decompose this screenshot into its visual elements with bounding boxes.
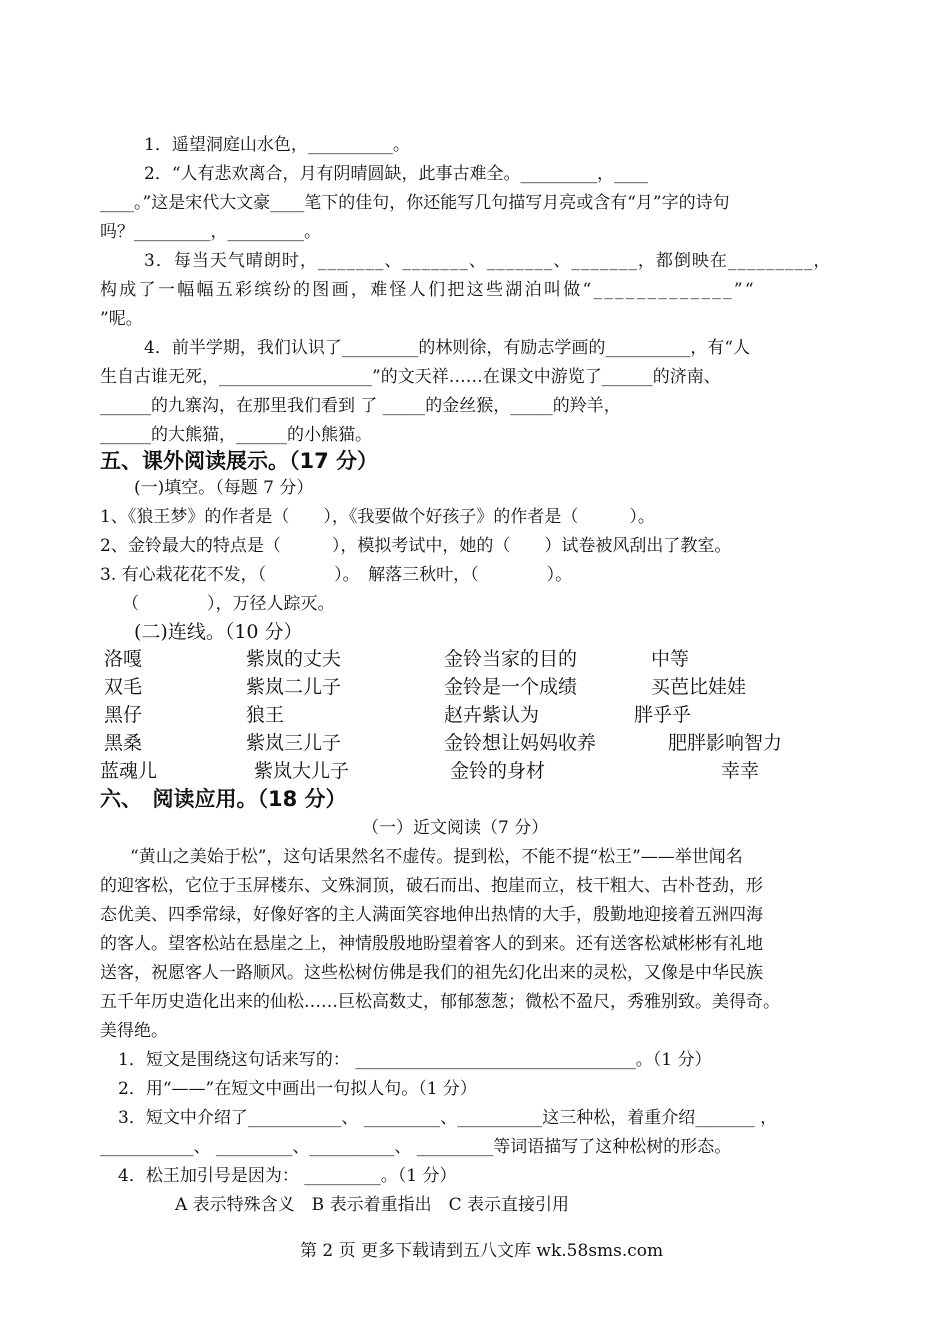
page-footer: 第 2 页 更多下载请到五八文库 wk.58sms.com <box>300 1241 664 1261</box>
s6-q3-line2: ___________、 _________、__________、 _________等词语描写了这种松树的形态。 <box>100 1137 732 1157</box>
s6-q1: 1．短文是围绕这句话来写的： _________________________________。（1 分） <box>118 1050 712 1070</box>
s4-q3-line2: 构成了一幅幅五彩缤纷的图画，难怪人们把这些湖泊叫做“_____________”“ <box>100 280 756 300</box>
s6-q4: 4．松王加引号是因为： _________。（1 分） <box>118 1166 457 1186</box>
s4-q4-line4: ______的大熊猫，______的小熊猫。 <box>100 425 372 445</box>
s4-q3-line3: ”呢。 <box>100 309 143 329</box>
match-cell: 金铃的身材 <box>450 760 546 782</box>
s4-q1: 1．遥望洞庭山水色，__________。 <box>144 135 410 155</box>
match-cell: 蓝魂儿 <box>100 760 158 782</box>
s4-q3-line1: 3．每当天气晴朗时，_______、_______、_______、_______，都倒映在_________， <box>144 251 832 271</box>
passage-line: 五千年历史造化出来的仙松……巨松高数丈，郁郁葱葱；微松不盈尺，秀雅别致。美得奇。 <box>100 992 780 1012</box>
section6-title: 六、 阅读应用。（18 分） <box>100 787 347 811</box>
s5-fill-4: （ ），万径人踪灭。 <box>122 594 335 614</box>
passage-line: 态优美、四季常绿，好像好客的主人满面笑容地伸出热情的大手，殷勤地迎接着五洲四海 <box>100 905 763 925</box>
match-cell: 狼王 <box>246 704 285 726</box>
match-cell: 金铃当家的目的 <box>444 648 578 670</box>
s4-q4-line3: ______的九寨沟，在那里我们看到 了 _____的金丝猴，_____的羚羊， <box>100 396 621 416</box>
match-cell: 紫岚二儿子 <box>246 676 342 698</box>
passage-line: 的客人。望客松站在悬崖之上，神情殷殷地盼望着客人的到来。还有送客松斌彬彬有礼地 <box>100 934 763 954</box>
passage-line: 美得绝。 <box>100 1021 168 1041</box>
match-cell: 金铃是一个成绩 <box>444 676 578 698</box>
passage-line: “黄山之美始于松”，这句话果然名不虚传。提到松，不能不提“松王”——举世闻名 <box>130 847 743 867</box>
passage-line: 送客，祝愿客人一路顺风。这些松树仿佛是我们的祖先幻化出来的灵松，又像是中华民族 <box>100 963 763 983</box>
match-cell: 幸幸 <box>721 760 760 782</box>
s4-q2-line3: 吗？_________，_________。 <box>100 222 321 242</box>
s6-q3-line1: 3．短文中介绍了___________、 _________、__________这三种松，着重介绍_______ ， <box>118 1108 778 1128</box>
match-cell: 中等 <box>651 648 690 670</box>
match-cell: 双毛 <box>104 676 143 698</box>
s4-q2-line2: ____。”这是宋代大文豪____笔下的佳句，你还能写几句描写月亮或含有“月”字的诗句 <box>100 193 730 213</box>
s6-q4-options: A 表示特殊含义 B 表示着重指出 C 表示直接引用 <box>175 1195 569 1215</box>
match-cell: 黑仔 <box>104 704 143 726</box>
section5-sub1: (一)填空。（每题 7 分） <box>134 478 314 498</box>
match-cell: 紫岚的丈夫 <box>246 648 342 670</box>
match-cell: 赵卉紫认为 <box>444 704 540 726</box>
match-cell: 肥胖影响智力 <box>668 732 783 754</box>
s4-q2-line1: 2．“人有悲欢离合，月有阴晴圆缺，此事古难全。_________，____ <box>144 164 649 184</box>
match-cell: 黑桑 <box>104 732 143 754</box>
match-cell: 胖乎乎 <box>634 704 692 726</box>
s5-fill-1: 1、《狼王梦》的作者是（ ），《我要做个好孩子》的作者是（ ）。 <box>100 507 655 527</box>
match-cell: 买芭比娃娃 <box>651 676 747 698</box>
s4-q4-line1: 4．前半学期，我们认识了_________的林则徐，有励志学画的__________，有“人 <box>144 338 751 358</box>
passage-line: 的迎客松，它位于玉屏楼东、文殊洞顶，破石而出、抱崖而立，枝干粗大、古朴苍劲，形 <box>100 876 763 896</box>
match-cell: 洛嘎 <box>104 648 143 670</box>
match-cell: 紫岚三儿子 <box>246 732 342 754</box>
s4-q4-line2: 生自古谁无死，__________________”的文天祥……在课文中游览了______的济南、 <box>100 367 721 387</box>
match-cell: 紫岚大儿子 <box>254 760 350 782</box>
section5-title: 五、课外阅读展示。（17 分） <box>100 449 379 473</box>
s6-q2: 2．用“——”在短文中画出一句拟人句。（1 分） <box>118 1079 477 1099</box>
section5-sub2: (二)连线。（10 分） <box>134 621 303 643</box>
s5-fill-2: 2、金铃最大的特点是（ ），模拟考试中，她的（ ）试卷被风刮出了教室。 <box>100 536 732 556</box>
s5-fill-3: 3. 有心栽花花不发，（ ）。 解落三秋叶，（ ）。 <box>100 565 573 585</box>
section6-sub1: （一）近文阅读（7 分） <box>362 818 549 838</box>
match-cell: 金铃想让妈妈收养 <box>444 732 597 754</box>
